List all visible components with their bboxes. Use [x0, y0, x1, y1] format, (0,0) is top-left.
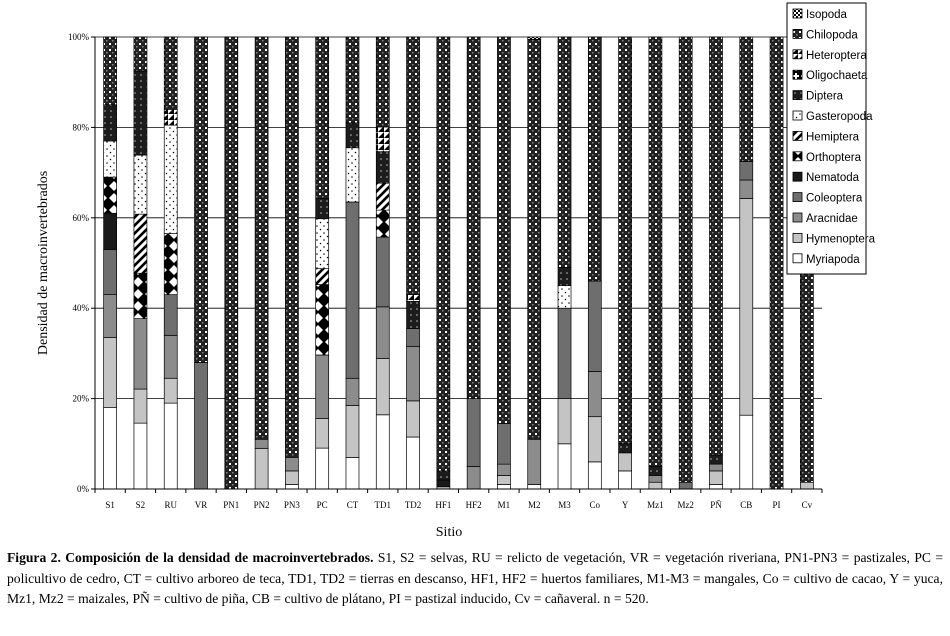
legend-label: Orthoptera	[806, 151, 861, 164]
y-tick-label: 60%	[72, 212, 89, 223]
bar-segment-myriapoda	[164, 403, 177, 489]
bar-segment-aracnidae	[104, 295, 117, 338]
bar-segment-hymenoptera	[316, 419, 329, 449]
bar-stack-pn1	[225, 37, 238, 489]
legend-label: Heteroptera	[806, 49, 867, 62]
legend-label: Isopoda	[806, 9, 847, 21]
bar-segment-aracnidae	[164, 335, 177, 378]
bar-segment-chilopoda	[437, 37, 450, 471]
bar-segment-myriapoda	[497, 484, 510, 489]
bar-segment-myriapoda	[619, 471, 632, 489]
bar-segment-isopoda	[528, 37, 541, 39]
x-tick-label: RU	[164, 500, 177, 510]
bar-stack-m3	[558, 37, 571, 489]
bar-segment-hymenoptera	[558, 399, 571, 444]
x-tick-label: PN2	[253, 500, 270, 510]
bar-segment-hymenoptera	[134, 389, 147, 423]
bar-segment-chilopoda	[467, 37, 480, 399]
x-tick-label: M2	[527, 500, 541, 510]
bar-segment-coleoptera	[195, 362, 208, 489]
bar-stack-s2	[134, 37, 147, 489]
legend-swatch	[793, 213, 802, 222]
bar-stack-s1	[104, 37, 117, 489]
bar-stack-mz1	[649, 37, 662, 489]
bar-stack-pn3	[285, 37, 298, 489]
x-tick-label: Mz1	[647, 500, 664, 510]
bar-segment-coleoptera	[558, 308, 571, 398]
legend-label: Myriapoda	[806, 253, 860, 266]
legend-swatch	[793, 172, 802, 181]
x-tick-label: VR	[194, 500, 208, 510]
bar-segment-chilopoda	[346, 37, 359, 123]
bar-segment-chilopoda	[619, 37, 632, 444]
bar-segment-gasteropoda	[134, 155, 147, 214]
bar-stack-co	[588, 37, 601, 489]
bar-segment-chilopoda	[316, 37, 329, 198]
bar-segment-orthoptera	[164, 234, 177, 295]
bar-segment-chilopoda	[104, 37, 117, 105]
bar-segment-aracnidae	[407, 347, 420, 401]
bar-stack-hf1	[437, 37, 450, 489]
x-tick-label: Y	[621, 500, 629, 510]
bar-stack-mz2	[679, 37, 692, 489]
legend-swatch	[793, 50, 802, 59]
legend-swatch	[793, 131, 802, 140]
bar-segment-heteroptera	[164, 109, 177, 125]
bar-segment-diptera	[104, 105, 117, 141]
bar-segment-chilopoda	[195, 37, 208, 362]
bar-segment-gasteropoda	[558, 286, 571, 309]
bar-stack-m2	[528, 37, 541, 489]
bar-segment-myriapoda	[104, 408, 117, 489]
bar-segment-hymenoptera	[800, 482, 813, 489]
bar-segment-hymenoptera	[588, 417, 601, 462]
bar-stack-ru	[164, 37, 177, 489]
bar-segment-diptera	[619, 444, 632, 453]
bar-segment-gasteropoda	[164, 125, 177, 233]
bar-segment-nematoda	[104, 213, 117, 249]
bar-segment-hymenoptera	[497, 475, 510, 484]
bar-segment-orthoptera	[376, 210, 389, 237]
bar-segment-chilopoda	[679, 37, 692, 482]
bar-segment-chilopoda	[376, 37, 389, 127]
bar-segment-aracnidae	[376, 307, 389, 359]
bar-stack-pc	[316, 37, 329, 489]
bar-segment-myriapoda	[740, 415, 753, 489]
bar-segment-aracnidae	[134, 319, 147, 389]
x-tick-label: PÑ	[710, 500, 722, 510]
y-tick-label: 20%	[72, 393, 89, 404]
bar-segment-coleoptera	[588, 281, 601, 371]
bar-segment-chilopoda	[770, 37, 783, 489]
x-tick-label: M1	[497, 500, 511, 510]
bar-segment-aracnidae	[740, 180, 753, 198]
bar-segment-chilopoda	[740, 37, 753, 162]
bar-segment-heteroptera	[407, 295, 420, 302]
bar-segment-orthoptera	[104, 177, 117, 213]
bar-segment-aracnidae	[588, 371, 601, 416]
bar-segment-hymenoptera	[740, 198, 753, 415]
bar-segment-diptera	[134, 71, 147, 155]
legend-label: Gasteropoda	[806, 111, 873, 123]
bar-segment-aracnidae	[467, 466, 480, 489]
bar-segment-hymenoptera	[164, 378, 177, 403]
bar-segment-myriapoda	[134, 423, 147, 489]
bar-segment-coleoptera	[467, 399, 480, 467]
x-tick-label: S1	[105, 500, 115, 510]
x-tick-label: HF1	[435, 500, 452, 510]
bar-segment-aracnidae	[285, 457, 298, 471]
bar-stack-hf2	[467, 37, 480, 489]
y-tick-label: 100%	[68, 32, 89, 42]
bar-segment-hymenoptera	[407, 401, 420, 437]
bar-segment-gasteropoda	[104, 141, 117, 177]
legend-label: Hymenoptera	[806, 233, 876, 246]
caption-title: Figura 2. Composición de la densidad de macroinvertebrados.	[7, 550, 374, 565]
bar-segment-myriapoda	[407, 437, 420, 489]
bar-segment-hymenoptera	[104, 338, 117, 408]
x-tick-label: PN1	[223, 500, 240, 510]
bar-segment-hemiptera	[376, 183, 389, 210]
bar-segment-diptera	[437, 471, 450, 480]
bar-stack-pi	[770, 37, 783, 489]
bar-segment-coleoptera	[376, 237, 389, 307]
bar-segment-coleoptera	[740, 162, 753, 180]
caption-text: S1, S2 = selvas, RU = relicto de vegetación, VR = vegetación riveriana, PN1-PN3 = pastizales, PC = policultivo de cedro, CT = cultivo arboreo de teca, TD1, TD2 = tierras en descanso, HF1, HF2 = huertos familiares, M1-M3 = mangales, Co = cultivo de cacao, Y = yuca, Mz1, Mz2 = maizales, PÑ = cultivo de piña, CB = cultivo de plátano, PI = pastizal inducido, Cv = cañaveral. n = 520.	[7, 550, 943, 606]
bar-segment-orthoptera	[316, 285, 329, 355]
bar-segment-diptera	[709, 455, 722, 464]
bar-segment-heteroptera	[376, 127, 389, 152]
bar-segment-myriapoda	[709, 484, 722, 489]
bar-segment-myriapoda	[558, 444, 571, 489]
x-tick-label: S2	[135, 500, 146, 510]
legend-label: Coleoptera	[806, 192, 863, 205]
bar-segment-chilopoda	[285, 37, 298, 457]
bar-segment-coleoptera	[407, 329, 420, 347]
bar-segment-diptera	[558, 268, 571, 286]
bar-stack-m1	[497, 37, 510, 489]
legend-swatch	[793, 111, 802, 120]
bar-segment-chilopoda	[709, 37, 722, 455]
legend-label: Aracnidae	[806, 213, 858, 225]
bar-segment-hemiptera	[316, 269, 329, 285]
bar-segment-diptera	[649, 466, 662, 475]
bar-segment-chilopoda	[649, 37, 662, 466]
bar-segment-diptera	[407, 301, 420, 328]
bar-segment-myriapoda	[528, 484, 541, 489]
bar-stack-ct	[346, 37, 359, 489]
x-tick-label: PN3	[283, 500, 300, 510]
x-tick-label: HF2	[465, 500, 482, 510]
legend-swatch	[793, 9, 802, 18]
bar-stack-pn2	[255, 37, 268, 489]
x-tick-label: PC	[316, 500, 328, 510]
bar-segment-chilopoda	[164, 37, 177, 109]
bar-segment-diptera	[346, 123, 359, 148]
bar-segment-nematoda	[437, 480, 450, 487]
bar-stack-vr	[195, 37, 208, 489]
bar-segment-gasteropoda	[316, 219, 329, 269]
legend-swatch	[793, 233, 802, 242]
bar-segment-aracnidae	[316, 355, 329, 419]
bar-segment-aracnidae	[528, 439, 541, 484]
legend-swatch	[793, 254, 802, 263]
legend-swatch	[793, 193, 802, 202]
bar-segment-chilopoda	[225, 37, 238, 489]
bar-stack-y	[619, 37, 632, 489]
y-tick-label: 0%	[77, 484, 89, 494]
bar-segment-myriapoda	[376, 415, 389, 489]
x-tick-label: Mz2	[677, 500, 694, 510]
bar-segment-chilopoda	[497, 37, 510, 423]
bars	[104, 37, 814, 489]
bar-segment-myriapoda	[346, 457, 359, 489]
legend-label: Oligochaeta	[806, 70, 868, 83]
bar-segment-chilopoda	[558, 37, 571, 268]
x-tick-label: CB	[740, 500, 753, 510]
bar-segment-diptera	[376, 152, 389, 183]
legend-label: Hemiptera	[806, 131, 860, 144]
bar-segment-aracnidae	[709, 464, 722, 471]
x-tick-label: Co	[589, 500, 601, 510]
legend	[787, 3, 876, 274]
bar-segment-myriapoda	[316, 448, 329, 489]
bar-stack-cb	[740, 37, 753, 489]
x-tick-label: Cv	[801, 500, 813, 510]
y-tick-label: 80%	[72, 122, 89, 133]
legend-swatch	[793, 152, 802, 161]
bar-segment-chilopoda	[255, 37, 268, 439]
bar-segment-chilopoda	[588, 37, 601, 281]
bar-segment-chilopoda	[134, 37, 147, 71]
bar-segment-myriapoda	[285, 484, 298, 489]
x-tick-label: TD2	[404, 500, 422, 510]
bar-stack-td2	[407, 37, 420, 489]
y-axis-title: Densidad de macroinvertebrados	[36, 170, 51, 356]
bar-segment-coleoptera	[164, 295, 177, 336]
bar-segment-hymenoptera	[346, 405, 359, 457]
x-tick-label: PI	[772, 500, 781, 510]
bar-segment-hymenoptera	[285, 471, 298, 485]
bar-stack-td1	[376, 37, 389, 489]
bar-segment-diptera	[316, 198, 329, 218]
bar-segment-coleoptera	[679, 482, 692, 489]
legend-label: Nematoda	[806, 172, 860, 185]
bar-segment-chilopoda	[528, 39, 541, 439]
bar-segment-coleoptera	[346, 202, 359, 378]
bar-segment-aracnidae	[255, 439, 268, 448]
bar-segment-gasteropoda	[346, 148, 359, 202]
bar-segment-hymenoptera	[619, 453, 632, 471]
bar-segment-coleoptera	[497, 423, 510, 464]
bar-segment-myriapoda	[588, 462, 601, 489]
x-tick-label: TD1	[374, 500, 392, 510]
y-tick-label: 40%	[72, 303, 89, 314]
legend-swatch	[793, 70, 802, 79]
legend-label: Diptera	[806, 90, 844, 103]
x-axis-title: Sitio	[435, 525, 463, 540]
bar-segment-aracnidae	[649, 475, 662, 482]
x-tick-label: CT	[346, 500, 359, 510]
bar-segment-hymenoptera	[649, 482, 662, 489]
bar-segment-aracnidae	[346, 378, 359, 405]
bar-segment-hymenoptera	[376, 359, 389, 415]
bar-segment-aracnidae	[497, 464, 510, 475]
x-tick-label: M3	[558, 500, 571, 510]
bar-segment-hemiptera	[134, 214, 147, 273]
bar-stack-p	[709, 37, 722, 489]
legend-swatch	[793, 29, 802, 38]
bar-segment-coleoptera	[104, 249, 117, 294]
bar-segment-chilopoda	[407, 37, 420, 295]
legend-label: Chilopoda	[806, 29, 858, 42]
figure-caption	[7, 548, 943, 610]
bar-segment-hymenoptera	[255, 448, 268, 489]
bar-segment-orthoptera	[134, 273, 147, 318]
legend-item-hymenoptera	[793, 233, 876, 245]
bar-segment-hymenoptera	[709, 471, 722, 485]
legend-swatch	[793, 91, 802, 100]
